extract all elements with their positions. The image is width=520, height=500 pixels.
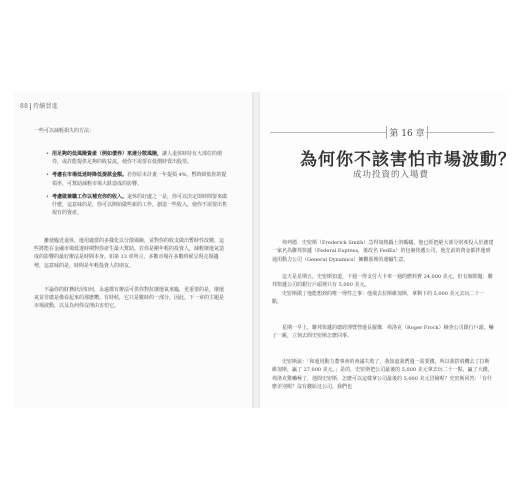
left-intro-text: 一些可以減輕損失的方法： [34,128,95,134]
bullet-bold-text: 用足夠的低風險資產（例如債券）來達分散風險， [52,151,163,157]
page-number: 88 [20,103,29,110]
running-head [20,101,58,110]
bullet-item [46,150,230,166]
chapter-label: 第 16 章 [386,126,428,139]
right-paragraph: 弗列德．史密斯（Frederick Smith）急得如熱鍋上的螞蟻，他已經把絕大部分財產投入於創建一家名為聯邦快遞（Federal Express，後改名 FedEx）的包裹快遞公司，他先前的資金都拌運到通用動力公司（General Dynamics）擁觀那裡的運輸生意。 [272,240,494,263]
bullet-list [46,150,230,222]
running-head-divider [30,103,31,110]
bullet-bold-text: 考慮在市場低迷時降低提款金額。 [52,172,128,179]
bullet-text: 讓人退休時持有大部位的債券，或許能提供足夠的收益流，使你不需要在低價時賣出股票。 [52,151,223,166]
chapter-rule-left [270,132,386,133]
running-title: 持續買進 [32,103,59,110]
chapter-title: 為何你不該害怕市場波動？ [300,150,516,170]
right-paragraph: 史密斯做了他能想到的唯一理性之事：他飛去拉斯維加斯，拿剩下的 5,000 美元去玩二十一點。 [272,291,485,306]
right-paragraph: 星期一早上，聯邦快遞的總經理暨營運長羅傑．弗洛克（Roger Frock）檢查公司銀行戶頭，嚇了一跳，立刻去問史密斯怎麼回事。 [272,325,494,340]
right-paragraph: 史密斯說：「和通用動力董事會的會議失敗了，我知道我們週一需要錢，所以我搭飛機去了拉斯維加斯，贏了 27,000 美元。」是的，史密斯把公司最後的 5,000 美元拿去玩二十一點，贏了大錢，弗洛克驚嚇極了，他問史密斯，怎麼可以這樣拿公司最後的 5,000 美元冒險呢？史密斯回答：「有什麼差別呢？沒有錢給这公司，我們也 [272,359,493,391]
bullet-item [46,171,230,187]
bullet-text: 退休的好處之一是，你可以決定即時間要來做什麼，這意味的是，你可以開始做些新的工作，創造一些收入，使你不需要出售現有的資產。 [52,193,228,217]
chapter-rule-right [426,132,494,133]
chapter-subtitle: 成功投資的入場費 [352,170,429,180]
bullet-bold-text: 考慮做兼職工作以補充你的收入。 [52,193,128,200]
right-paragraph: 這天是星期五，史密斯知道，下週一得支付大卡車一週的燃料費 24,000 美元，但有個問題：聯邦快遞公司的銀行戶頭裡只有 5,000 美元。 [272,274,493,289]
bullet-text: 若你原本計畫一年提領 4%，暫時降低你的提領率，可幫助減輕市場大跌造成的影響。 [52,172,227,187]
book-gutter [252,92,260,408]
bullet-item [46,193,230,218]
left-paragraph: 雖使臨近退休，運用適當的多樣化以分散風險，並對你的收支做出暫時性改變，這些將能在金融市場低迷時期對你產生最大幫助。若你是剛年輕的投資人，減輕壞運氣造成的影響的最好辦法是時間本身。如第 13 章所言，多數市場在多數時候呈現走揚趨勢，這意味的是，時間是年輕投資人的朋友。 [34,238,225,269]
left-paragraph: 不論你的財務狀況如何，永遠都有辦法可供你對抗壞運氣來臨，更重要的是，壞運氣並非總是像看起來的那麼糟。有時候，它只是數時的一部分。因此，下一章的主題是市場波動，以及為何你沒理由害怕它。 [34,287,225,310]
